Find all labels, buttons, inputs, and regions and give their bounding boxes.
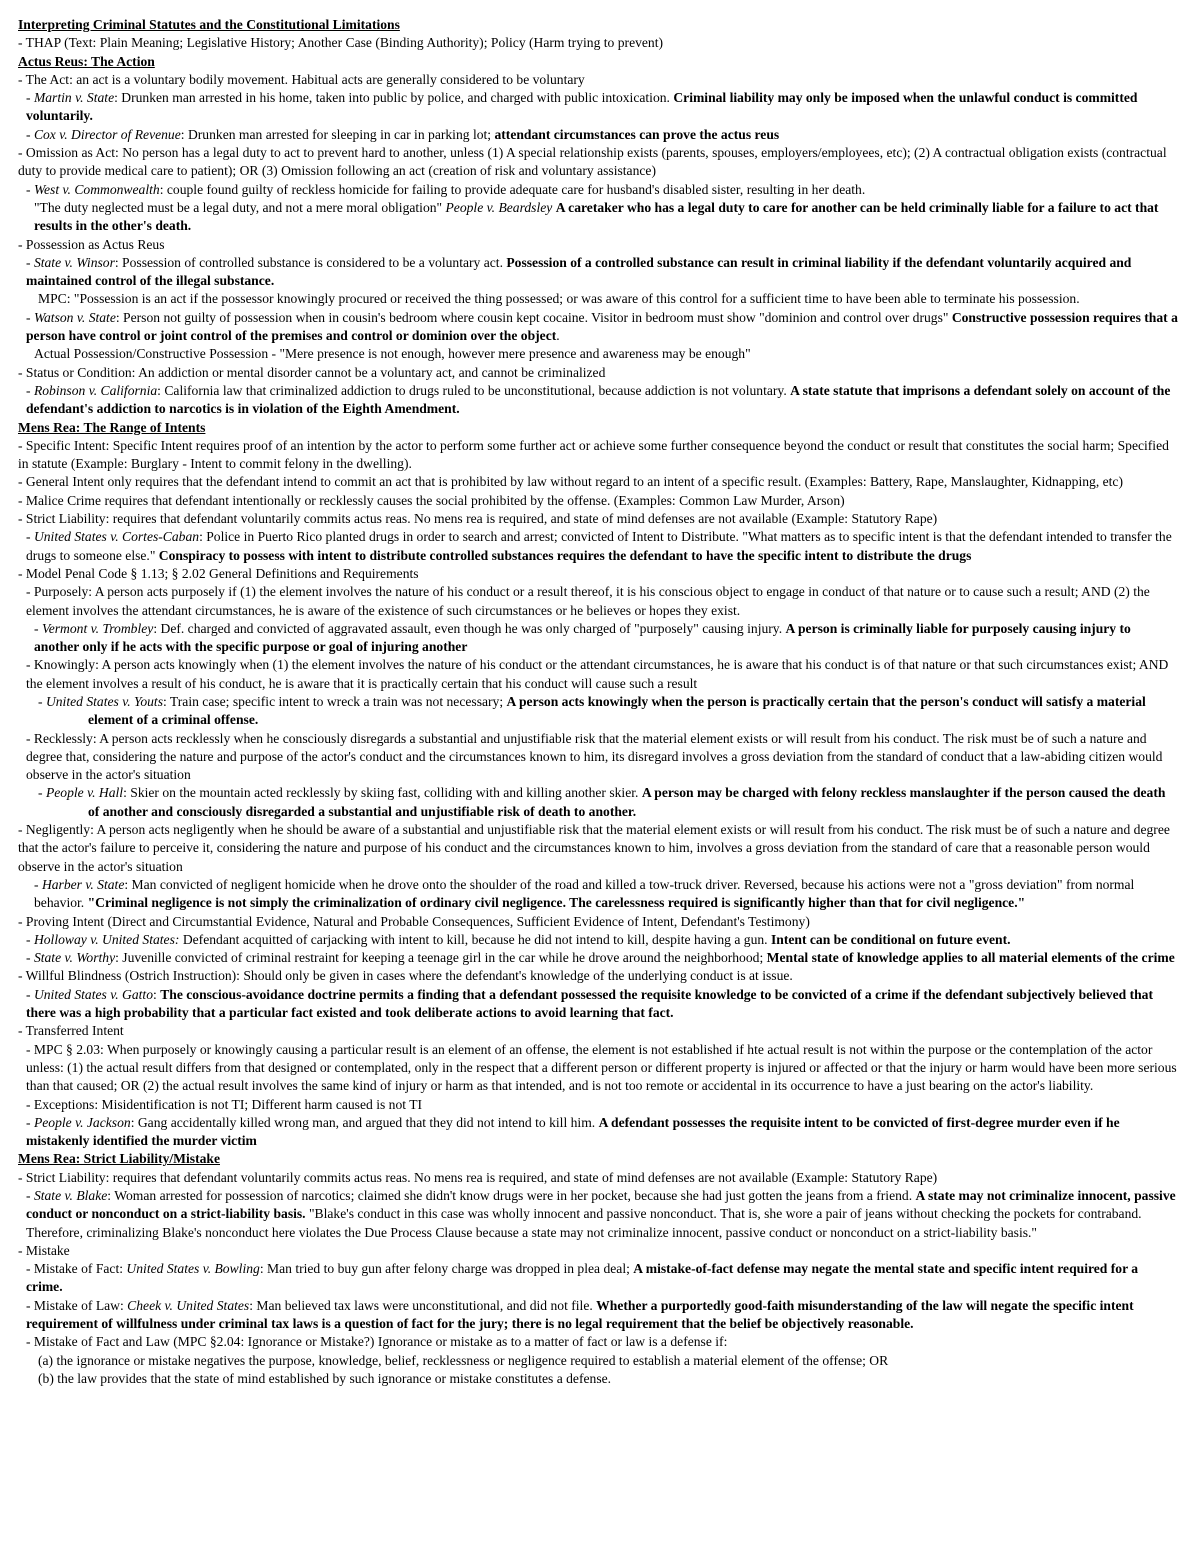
line-text: : Person not guilty of possession when in cousin's bedroom where cousin kept cocaine. Visitor in bedroom must show "dominion and control over drugs" bbox=[115, 309, 952, 325]
line-text: : Drunken man arrested in his home, taken into public by police, and charged with public intoxication. bbox=[114, 90, 674, 106]
case-name: West v. Commonwealth bbox=[33, 181, 160, 197]
line-text: - Status or Condition: An addiction or mental disorder cannot be a voluntary act, and cannot be criminalized bbox=[18, 364, 606, 380]
text-line bbox=[18, 730, 1178, 785]
line-text: - The Act: an act is a voluntary bodily movement. Habitual acts are generally considered to be voluntary bbox=[18, 71, 585, 87]
line-text: Mens Rea: The Range of Intents bbox=[18, 419, 206, 435]
line-text: - bbox=[26, 986, 34, 1002]
holding-text: Mental state of knowledge applies to all material elements of the crime bbox=[766, 950, 1175, 966]
text-line bbox=[18, 784, 1178, 821]
line-text: : Skier on the mountain acted recklessly by skiing fast, colliding with and killing another skier. bbox=[123, 785, 642, 801]
text-line bbox=[18, 181, 1178, 199]
section-heading bbox=[18, 53, 1178, 71]
holding-text: "Criminal negligence is not simply the criminalization of ordinary civil negligence. The carelessness required is significantly higher than that for civil negligence." bbox=[87, 895, 1026, 911]
line-text: - Transferred Intent bbox=[18, 1023, 124, 1039]
text-line bbox=[18, 1096, 1178, 1114]
line-text: - Specific Intent: Specific Intent requires proof of an intention by the actor to perform some further act or achieve some further consequence beyond the conduct or result that constitutes the social harm; Specified in statute (Example: Burglary - Intent to commit felony in the dwelling). bbox=[18, 437, 1169, 472]
line-text: - Willful Blindness (Ostrich Instruction): Should only be given in cases where the defendant's knowledge of the underlying conduct is at issue. bbox=[18, 968, 793, 984]
text-line bbox=[18, 126, 1178, 144]
line-text: "Blake's conduct in this case was wholly innocent and passive nonconduct. That is, she wore a pair of jeans without checking the pockets for contraband. Therefore, criminalizing Blake's nonconduct here violates the Due Process Clause because a state may not criminalize innocent, passive conduct or nonconduct on a strict-liability basis." bbox=[26, 1206, 1142, 1240]
line-text: : Drunken man arrested for sleeping in car in parking lot; bbox=[180, 126, 495, 142]
text-line bbox=[18, 199, 1178, 236]
line-text: - bbox=[34, 876, 42, 892]
text-line bbox=[18, 1333, 1178, 1351]
holding-text: A defendant possesses the requisite intent to be convicted of first-degree murder even if he mistakenly identified the murder victim bbox=[26, 1114, 1120, 1149]
text-line bbox=[18, 913, 1178, 931]
case-name: United States v. Gatto bbox=[33, 986, 153, 1002]
text-line bbox=[18, 473, 1178, 491]
text-line bbox=[18, 89, 1178, 126]
case-name: State v. Worthy bbox=[33, 950, 116, 966]
line-text: (a) the ignorance or mistake negatives the purpose, knowledge, belief, recklessness or negligence required to establish a material element of the offense; OR bbox=[38, 1352, 889, 1368]
text-line bbox=[18, 1187, 1178, 1242]
section-heading bbox=[18, 419, 1178, 437]
case-name: Martin v. State bbox=[33, 90, 115, 106]
text-line bbox=[18, 693, 1178, 730]
line-text: - bbox=[38, 785, 46, 801]
line-text: - Mistake of Fact and Law (MPC §2.04: Ignorance or Mistake?) Ignorance or mistake as to a matter of fact or law is a defense if: bbox=[26, 1334, 728, 1350]
text-line bbox=[18, 364, 1178, 382]
line-text: . bbox=[556, 328, 560, 344]
holding-text: A person may be charged with felony reckless manslaughter if the person caused the death of another and consciously disregarded a substantial and unjustifiable risk of death to another. bbox=[88, 785, 1166, 819]
case-name: People v. Beardsley bbox=[445, 199, 553, 215]
case-name: State v. Blake bbox=[33, 1188, 108, 1203]
holding-text: The conscious-avoidance doctrine permits a finding that a defendant possessed the requisite knowledge to be convicted of a crime if the defendant subjectively believed that there was a high probability that a particular fact existed and took deliberate actions to avoid learning that fact. bbox=[26, 986, 1153, 1021]
text-line bbox=[18, 1260, 1178, 1297]
line-text: - bbox=[26, 181, 34, 197]
case-name: People v. Hall bbox=[45, 785, 124, 801]
holding-text: Criminal liability may only be imposed when the unlawful conduct is committed voluntarily. bbox=[26, 90, 1138, 124]
line-text: - General Intent only requires that the defendant intend to commit an act that is prohibited by law without regard to an intent of a specific result. (Examples: Battery, Rape, Manslaughter, Kidnapping, etc) bbox=[18, 474, 1123, 490]
line-text: - MPC § 2.03: When purposely or knowingly causing a particular result is an element of an offense, the element is not established if hte actual result is not within the purpose or the contemplation of the actor unless: (1) the actual result differs from that designed or contemplated, only in the respect that a different person or different property is injured or affected or that the injury or harm would have been more serious than that caused; OR (2) the actual result involves the same kind of injury or harm as that intended, and is not too remote or accidental in its occurrence to have a just bearing on the actor's liability. bbox=[26, 1041, 1177, 1094]
line-text: - Omission as Act: No person has a legal duty to act to prevent hard to another, unless (1) A special relationship exists (parents, spouses, employers/employees, etc); (2) A contractual obligation exists (contractual duty to provide medical care to patient); OR (3) Omission following an act (creation of risk and voluntary assistance) bbox=[18, 145, 1167, 179]
text-line bbox=[18, 876, 1178, 913]
text-line bbox=[18, 510, 1178, 528]
line-text: - bbox=[26, 931, 34, 947]
holding-text: Intent can be conditional on future event. bbox=[770, 931, 1011, 947]
line-text: - bbox=[38, 693, 46, 709]
text-line bbox=[18, 492, 1178, 510]
section-heading bbox=[18, 1150, 1178, 1168]
line-text: - bbox=[26, 529, 34, 545]
text-line bbox=[18, 967, 1178, 985]
holding-text: A person is criminally liable for purposely causing injury to another only if he acts with the specific purpose or goal of injuring another bbox=[34, 620, 1131, 655]
line-text: : couple found guilty of reckless homicide for failing to provide adequate care for husband's disabled sister, resulting in her death. bbox=[159, 181, 866, 197]
line-text: : Possession of controlled substance is considered to be a voluntary act. bbox=[114, 254, 507, 270]
line-text: - bbox=[26, 90, 34, 106]
holding-text: A caretaker who has a legal duty to care for another can be held criminally liable for a failure to act that results in the other's death. bbox=[34, 199, 1159, 234]
line-text: : Train case; specific intent to wreck a train was not necessary; bbox=[163, 693, 507, 709]
text-line bbox=[18, 1242, 1178, 1260]
line-text: - Model Penal Code § 1.13; § 2.02 General Definitions and Requirements bbox=[18, 565, 419, 581]
line-text: Mens Rea: Strict Liability/Mistake bbox=[18, 1151, 220, 1167]
holding-text: A state statute that imprisons a defendant solely on account of the defendant's addiction to narcotics is in violation of the Eighth Amendment. bbox=[26, 382, 1171, 417]
text-line bbox=[18, 528, 1178, 565]
text-line bbox=[18, 437, 1178, 474]
text-line bbox=[18, 1022, 1178, 1040]
line-text: - Mistake of Fact: bbox=[26, 1261, 127, 1277]
line-text: - Mistake bbox=[18, 1242, 70, 1258]
case-name: United States v. Cortes-Caban bbox=[33, 529, 200, 545]
text-line bbox=[18, 382, 1178, 419]
line-text: - Strict Liability: requires that defendant voluntarily commits actus reas. No mens rea is required, and state of mind defenses are not available (Example: Statutory Rape) bbox=[18, 1169, 938, 1185]
line-text: Actual Possession/Constructive Possession - "Mere presence is not enough, however mere presence and awareness may be enough" bbox=[34, 346, 751, 362]
line-text: Defendant acquitted of carjacking with intent to kill, because he did not intend to kill, despite having a gun. bbox=[179, 931, 771, 947]
line-text: - Purposely: A person acts purposely if (1) the element involves the nature of his conduct or a result thereof, it is his conscious object to engage in conduct of that nature or to cause such a result; AND (2) the element involves the attendant circumstances, he is aware of the existence of such circumstances or he believes or hopes they exist. bbox=[26, 584, 1150, 618]
line-text: Actus Reus: The Action bbox=[18, 53, 155, 69]
line-text: : Man believed tax laws were unconstitutional, and did not file. bbox=[249, 1297, 597, 1313]
text-line bbox=[18, 1169, 1178, 1187]
text-line bbox=[18, 565, 1178, 583]
line-text: - bbox=[26, 126, 34, 142]
holding-text: Possession of a controlled substance can result in criminal liability if the defendant voluntarily acquired and maintained control of the illegal substance. bbox=[26, 254, 1132, 289]
holding-text: Conspiracy to possess with intent to distribute controlled substances requires the defendant to have the specific intent to distribute the drugs bbox=[158, 547, 972, 563]
text-line bbox=[18, 290, 1178, 308]
line-text: : Man convicted of negligent homicide when he drove onto the shoulder of the road and killed a tow-truck driver. Reversed, because his actions were not a "gross deviation" from normal behavior. bbox=[34, 876, 1135, 911]
line-text: - Negligently: A person acts negligently when he should be aware of a substantial and unjustifiable risk that the material element exists or will result from his conduct. The risk must be of such a nature and degree that the actor's failure to perceive it, considering the nature and purpose of his conduct and the circumstances known to him, involves a gross deviation from the standard of care that a reasonable person would observe in the actor's situation bbox=[18, 822, 1170, 874]
holding-text: attendant circumstances can prove the actus reus bbox=[494, 126, 780, 142]
holding-text: Constructive possession requires that a person have control or joint control of the premises and control or dominion over the object bbox=[26, 309, 1178, 344]
line-text: : Man tried to buy gun after felony charge was dropped in plea deal; bbox=[259, 1261, 634, 1277]
line-text: - bbox=[26, 254, 34, 270]
text-line bbox=[18, 1352, 1178, 1370]
text-line bbox=[18, 620, 1178, 657]
line-text: - bbox=[26, 309, 34, 325]
text-line bbox=[18, 345, 1178, 363]
line-text: - Mistake of Law: bbox=[26, 1297, 128, 1313]
text-line bbox=[18, 34, 1178, 52]
text-line bbox=[18, 144, 1178, 181]
text-line bbox=[18, 1297, 1178, 1334]
case-name: Harber v. State bbox=[41, 876, 125, 892]
holding-text: A state may not criminalize innocent, passive conduct or nonconduct on a strict-liability basis. bbox=[26, 1188, 1176, 1222]
line-text: : bbox=[153, 986, 161, 1002]
case-name: Robinson v. California bbox=[33, 382, 158, 398]
case-name: People v. Jackson bbox=[33, 1114, 131, 1130]
case-name: Cheek v. United States bbox=[127, 1297, 250, 1313]
line-text: (b) the law provides that the state of mind established by such ignorance or mistake constitutes a defense. bbox=[38, 1370, 612, 1386]
text-line bbox=[18, 583, 1178, 620]
text-line bbox=[18, 931, 1178, 949]
line-text: - THAP (Text: Plain Meaning; Legislative History; Another Case (Binding Authority); Policy (Harm trying to prevent) bbox=[18, 35, 664, 51]
line-text: : Gang accidentally killed wrong man, and argued that they did not intend to kill him. bbox=[130, 1114, 599, 1130]
text-line bbox=[18, 236, 1178, 254]
holding-text: Whether a purportedly good-faith misunderstanding of the law will negate the specific intent requirement of willfulness under criminal tax laws is a question of fact for the jury; there is no legal requirement that the belief be objectively reasonable. bbox=[26, 1297, 1134, 1332]
text-line bbox=[18, 1370, 1178, 1388]
line-text: - bbox=[26, 382, 34, 398]
line-text: - Knowingly: A person acts knowingly when (1) the element involves the nature of his conduct or the attendant circumstances, he is aware that his conduct is of that nature or that such circumstances exist; AND the element involves a result of his conduct, he is aware that it is practically certain that his conduct will cause such a result bbox=[26, 657, 1169, 691]
line-text: - Possession as Actus Reus bbox=[18, 236, 165, 252]
case-name: United States v. Youts bbox=[45, 693, 163, 709]
line-text: : Juvenille convicted of criminal restraint for keeping a teenage girl in the car while he drove around the neighborhood; bbox=[115, 950, 767, 966]
line-text: - bbox=[34, 620, 42, 636]
text-line bbox=[18, 821, 1178, 876]
case-name: Watson v. State bbox=[33, 309, 116, 325]
case-name: State v. Winsor bbox=[33, 254, 115, 270]
line-text: - Strict Liability: requires that defendant voluntarily commits actus reas. No mens rea is required, and state of mind defenses are not available (Example: Statutory Rape) bbox=[18, 511, 938, 527]
line-text: : Police in Puerto Rico planted drugs in order to search and arrest; convicted of Intent to Distribute. "What matters as to specific intent is that the defendant intended to transfer the drugs to someone else." bbox=[26, 529, 1172, 563]
line-text: Interpreting Criminal Statutes and the Constitutional Limitations bbox=[18, 17, 400, 32]
text-line bbox=[18, 71, 1178, 89]
line-text: : Def. charged and convicted of aggravated assault, even though he was only charged of "purposely" causing injury. bbox=[153, 620, 786, 636]
line-text: - bbox=[26, 1188, 34, 1203]
line-text: - Proving Intent (Direct and Circumstantial Evidence, Natural and Probable Consequences, Sufficient Evidence of Intent, Defendant's Testimony) bbox=[18, 913, 810, 929]
text-line bbox=[18, 254, 1178, 291]
line-text: MPC: "Possession is an act if the possessor knowingly procured or received the thing possessed; or was aware of this control for a sufficient time to have been able to terminate his possession. bbox=[38, 291, 1080, 307]
text-line bbox=[18, 949, 1178, 967]
line-text: "The duty neglected must be a legal duty, and not a mere moral obligation" bbox=[34, 199, 446, 215]
text-line bbox=[18, 1114, 1178, 1151]
text-line bbox=[18, 986, 1178, 1023]
line-text: - Malice Crime requires that defendant intentionally or recklessly causes the social prohibited by the offense. (Examples: Common Law Murder, Arson) bbox=[18, 492, 845, 508]
text-line bbox=[18, 656, 1178, 693]
holding-text: A mistake-of-fact defense may negate the mental state and specific intent required for a crime. bbox=[26, 1261, 1139, 1295]
line-text: - Exceptions: Misidentification is not TI; Different harm caused is not TI bbox=[26, 1096, 423, 1112]
line-text: : California law that criminalized addiction to drugs ruled to be unconstitutional, because addiction is not voluntary. bbox=[157, 382, 791, 398]
line-text: - bbox=[26, 950, 34, 966]
text-line bbox=[18, 309, 1178, 346]
case-name: United States v. Bowling bbox=[126, 1261, 260, 1277]
case-name: Holloway v. United States: bbox=[33, 931, 180, 947]
text-line bbox=[18, 1041, 1178, 1096]
holding-text: A person acts knowingly when the person is practically certain that the person's conduct will satisfy a material element of a criminal offense. bbox=[88, 693, 1146, 728]
line-text: - bbox=[26, 1114, 34, 1130]
line-text: : Woman arrested for possession of narcotics; claimed she didn't know drugs were in her pocket, because she had just gotten the jeans from a friend. bbox=[107, 1188, 916, 1203]
case-name: Vermont v. Trombley bbox=[41, 620, 154, 636]
case-name: Cox v. Director of Revenue bbox=[33, 126, 181, 142]
line-text: - Recklessly: A person acts recklessly when he consciously disregards a substantial and unjustifiable risk that the material element exists or will result from his conduct. The risk must be of such a nature and degree that, considering the nature and purpose of the actor's conduct and the circumstances known to him, its disregard involves a gross deviation from the standard of conduct that a law-abiding citizen would observe in the actor's situation bbox=[26, 730, 1163, 783]
section-heading bbox=[18, 16, 1178, 34]
